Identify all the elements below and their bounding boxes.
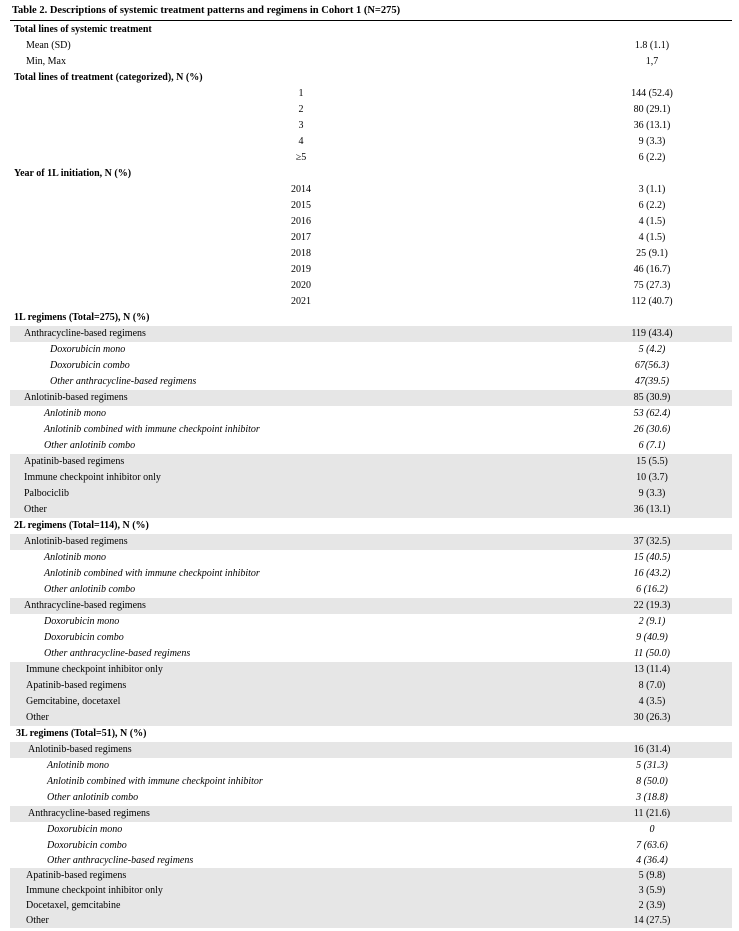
table-row bbox=[10, 582, 732, 598]
row-value: 112 (40.7) bbox=[631, 296, 673, 307]
row-value: 3 (5.9) bbox=[638, 885, 666, 896]
table-row bbox=[10, 822, 732, 838]
table-row bbox=[10, 614, 732, 630]
row-value: 144 (52.4) bbox=[631, 88, 673, 99]
row-label: Anlotinib mono bbox=[44, 408, 106, 419]
row-label: Other anthracycline-based regimens bbox=[50, 376, 197, 387]
table-row bbox=[10, 726, 732, 742]
table-row bbox=[10, 358, 732, 374]
table-row bbox=[10, 134, 732, 150]
table-row bbox=[10, 246, 732, 262]
row-value: 11 (50.0) bbox=[634, 648, 670, 659]
row-label: Immune checkpoint inhibitor only bbox=[26, 664, 163, 675]
row-value: 67(56.3) bbox=[634, 360, 670, 371]
row-label: Immune checkpoint inhibitor only bbox=[24, 472, 161, 483]
row-value: 36 (13.1) bbox=[633, 120, 671, 131]
table-row bbox=[10, 38, 732, 54]
row-category: 2014 bbox=[291, 184, 311, 195]
row-value: 6 (2.2) bbox=[638, 152, 666, 163]
row-value: 53 (62.4) bbox=[633, 408, 671, 419]
table-row bbox=[10, 710, 732, 726]
table-row bbox=[10, 790, 732, 806]
row-label: Apatinib-based regimens bbox=[24, 456, 125, 467]
row-label: Min, Max bbox=[26, 56, 66, 67]
row-label: Anthracycline-based regimens bbox=[24, 600, 146, 611]
row-value: 4 (1.5) bbox=[638, 216, 666, 227]
table-row bbox=[10, 406, 732, 422]
row-value: 3 (1.1) bbox=[638, 184, 666, 195]
row-label: Anlotinib-based regimens bbox=[24, 392, 128, 403]
row-value: 10 (3.7) bbox=[636, 472, 668, 483]
table-row bbox=[10, 868, 732, 883]
row-label: Other anthracycline-based regimens bbox=[44, 648, 191, 659]
section-header: 1L regimens (Total=275), N (%) bbox=[14, 312, 150, 323]
row-category: 3 bbox=[298, 120, 304, 131]
table-row bbox=[10, 898, 732, 913]
row-value: 2 (9.1) bbox=[638, 616, 666, 627]
row-value: 4 (1.5) bbox=[638, 232, 666, 243]
table-row bbox=[10, 646, 732, 662]
row-category: 2017 bbox=[291, 232, 311, 243]
row-value: 8 (7.0) bbox=[638, 680, 666, 691]
row-label: Mean (SD) bbox=[26, 40, 71, 51]
table-row bbox=[10, 550, 732, 566]
row-value: 47(39.5) bbox=[634, 376, 670, 387]
section-header: 2L regimens (Total=114), N (%) bbox=[14, 520, 149, 531]
table-row bbox=[10, 470, 732, 486]
row-category: 2019 bbox=[291, 264, 311, 275]
row-value: 26 (30.6) bbox=[633, 424, 671, 435]
table-row bbox=[10, 342, 732, 358]
table-row bbox=[10, 566, 732, 582]
row-value: 22 (19.3) bbox=[633, 600, 671, 611]
row-label: Apatinib-based regimens bbox=[26, 870, 127, 881]
table-row bbox=[10, 326, 732, 342]
table-row bbox=[10, 54, 732, 70]
table-row bbox=[10, 230, 732, 246]
table-row bbox=[10, 486, 732, 502]
row-value: 37 (32.5) bbox=[633, 536, 671, 547]
table-row bbox=[10, 294, 732, 310]
table-row bbox=[10, 198, 732, 214]
row-label: Other anlotinib combo bbox=[44, 440, 136, 451]
row-label: Anlotinib combined with immune checkpoint inhibitor bbox=[44, 424, 260, 435]
row-label: Doxorubicin combo bbox=[50, 360, 130, 371]
section-header: Total lines of treatment (categorized), N (%) bbox=[14, 72, 203, 83]
row-value: 1,7 bbox=[645, 56, 659, 67]
table-body bbox=[10, 22, 732, 928]
row-value: 25 (9.1) bbox=[636, 248, 668, 259]
row-label: Other anlotinib combo bbox=[47, 792, 139, 803]
section-header: Year of 1L initiation, N (%) bbox=[14, 168, 132, 179]
table-caption: Table 2. Descriptions of systemic treatment patterns and regimens in Cohort 1 (N=275) bbox=[12, 5, 401, 16]
row-label: Anthracycline-based regimens bbox=[24, 328, 146, 339]
table-row bbox=[10, 502, 732, 518]
row-value: 5 (31.3) bbox=[636, 760, 668, 771]
row-value: 7 (63.6) bbox=[636, 840, 668, 851]
row-label: Other anlotinib combo bbox=[44, 584, 136, 595]
table-row bbox=[10, 534, 732, 550]
table-row bbox=[10, 742, 732, 758]
table-row bbox=[10, 518, 732, 534]
row-category: 4 bbox=[298, 136, 304, 147]
table-row bbox=[10, 422, 732, 438]
table-row bbox=[10, 694, 732, 710]
table-row bbox=[10, 102, 732, 118]
table-row bbox=[10, 182, 732, 198]
row-label: Anlotinib combined with immune checkpoint inhibitor bbox=[47, 776, 263, 787]
row-category: 2021 bbox=[291, 296, 311, 307]
row-value: 1.8 (1.1) bbox=[634, 40, 670, 51]
table-row bbox=[10, 838, 732, 853]
row-value: 6 (2.2) bbox=[638, 200, 666, 211]
row-category: 2016 bbox=[291, 216, 311, 227]
table-row bbox=[10, 118, 732, 134]
row-label: Other anthracycline-based regimens bbox=[47, 855, 194, 866]
table-row bbox=[10, 374, 732, 390]
table-row bbox=[10, 630, 732, 646]
table-row bbox=[10, 454, 732, 470]
row-value: 80 (29.1) bbox=[633, 104, 671, 115]
table-row bbox=[10, 883, 732, 898]
row-value: 2 (3.9) bbox=[638, 900, 666, 911]
row-value: 9 (3.3) bbox=[638, 136, 666, 147]
table-row bbox=[10, 150, 732, 166]
row-value: 16 (43.2) bbox=[633, 568, 671, 579]
row-label: Other bbox=[24, 504, 47, 515]
row-label: Docetaxel, gemcitabine bbox=[26, 900, 121, 911]
row-label: Other bbox=[26, 712, 49, 723]
table-row bbox=[10, 390, 732, 406]
table-row bbox=[10, 86, 732, 102]
row-label: Immune checkpoint inhibitor only bbox=[26, 885, 163, 896]
row-category: 1 bbox=[298, 88, 304, 99]
table-row bbox=[10, 166, 732, 182]
table-row bbox=[10, 806, 732, 822]
table-top-rule bbox=[10, 20, 732, 21]
row-value: 9 (40.9) bbox=[636, 632, 668, 643]
row-value: 16 (31.4) bbox=[633, 744, 671, 755]
row-value: 11 (21.6) bbox=[633, 808, 671, 819]
row-label: Anlotinib-based regimens bbox=[24, 536, 128, 547]
row-category: 2018 bbox=[291, 248, 311, 259]
row-value: 5 (9.8) bbox=[638, 870, 666, 881]
row-label: Doxorubicin combo bbox=[44, 632, 124, 643]
table-row bbox=[10, 678, 732, 694]
row-label: Anlotinib-based regimens bbox=[28, 744, 132, 755]
table-row bbox=[10, 22, 732, 38]
row-value: 4 (3.5) bbox=[638, 696, 666, 707]
row-category: ≥5 bbox=[295, 152, 307, 163]
row-label: Doxorubicin mono bbox=[47, 824, 123, 835]
row-value: 3 (18.8) bbox=[636, 792, 668, 803]
table-row bbox=[10, 310, 732, 326]
row-value: 9 (3.3) bbox=[638, 488, 666, 499]
table-row bbox=[10, 438, 732, 454]
table-row bbox=[10, 278, 732, 294]
row-category: 2015 bbox=[291, 200, 311, 211]
row-value: 75 (27.3) bbox=[633, 280, 671, 291]
row-label: Anlotinib mono bbox=[44, 552, 106, 563]
row-label: Palbociclib bbox=[24, 488, 69, 499]
row-category: 2020 bbox=[291, 280, 311, 291]
row-value: 0 bbox=[649, 824, 655, 835]
row-label: Anlotinib mono bbox=[47, 760, 109, 771]
row-label: Doxorubicin mono bbox=[44, 616, 120, 627]
row-value: 119 (43.4) bbox=[631, 328, 673, 339]
row-category: 2 bbox=[298, 104, 304, 115]
row-value: 85 (30.9) bbox=[633, 392, 671, 403]
row-value: 46 (16.7) bbox=[633, 264, 671, 275]
row-value: 36 (13.1) bbox=[633, 504, 671, 515]
row-value: 6 (16.2) bbox=[636, 584, 668, 595]
row-value: 14 (27.5) bbox=[633, 915, 671, 926]
row-value: 15 (5.5) bbox=[636, 456, 668, 467]
table-row bbox=[10, 758, 732, 774]
row-value: 6 (7.1) bbox=[638, 440, 666, 451]
table-row bbox=[10, 913, 732, 928]
table-row bbox=[10, 262, 732, 278]
section-header: Total lines of systemic treatment bbox=[14, 24, 152, 35]
row-value: 13 (11.4) bbox=[633, 664, 671, 675]
row-value: 30 (26.3) bbox=[633, 712, 671, 723]
table-row bbox=[10, 853, 732, 868]
row-label: Apatinib-based regimens bbox=[26, 680, 127, 691]
row-value: 8 (50.0) bbox=[636, 776, 668, 787]
row-value: 5 (4.2) bbox=[638, 344, 666, 355]
row-value: 15 (40.5) bbox=[633, 552, 671, 563]
table-row bbox=[10, 598, 732, 614]
row-label: Other bbox=[26, 915, 49, 926]
table-row bbox=[10, 70, 732, 86]
section-header: 3L regimens (Total=51), N (%) bbox=[16, 728, 147, 739]
row-label: Anthracycline-based regimens bbox=[28, 808, 150, 819]
table-row bbox=[10, 214, 732, 230]
row-label: Doxorubicin mono bbox=[50, 344, 126, 355]
table-row bbox=[10, 662, 732, 678]
row-label: Doxorubicin combo bbox=[47, 840, 127, 851]
row-label: Anlotinib combined with immune checkpoint inhibitor bbox=[44, 568, 260, 579]
table-row bbox=[10, 774, 732, 790]
row-value: 4 (36.4) bbox=[636, 855, 668, 866]
row-label: Gemcitabine, docetaxel bbox=[26, 696, 121, 707]
